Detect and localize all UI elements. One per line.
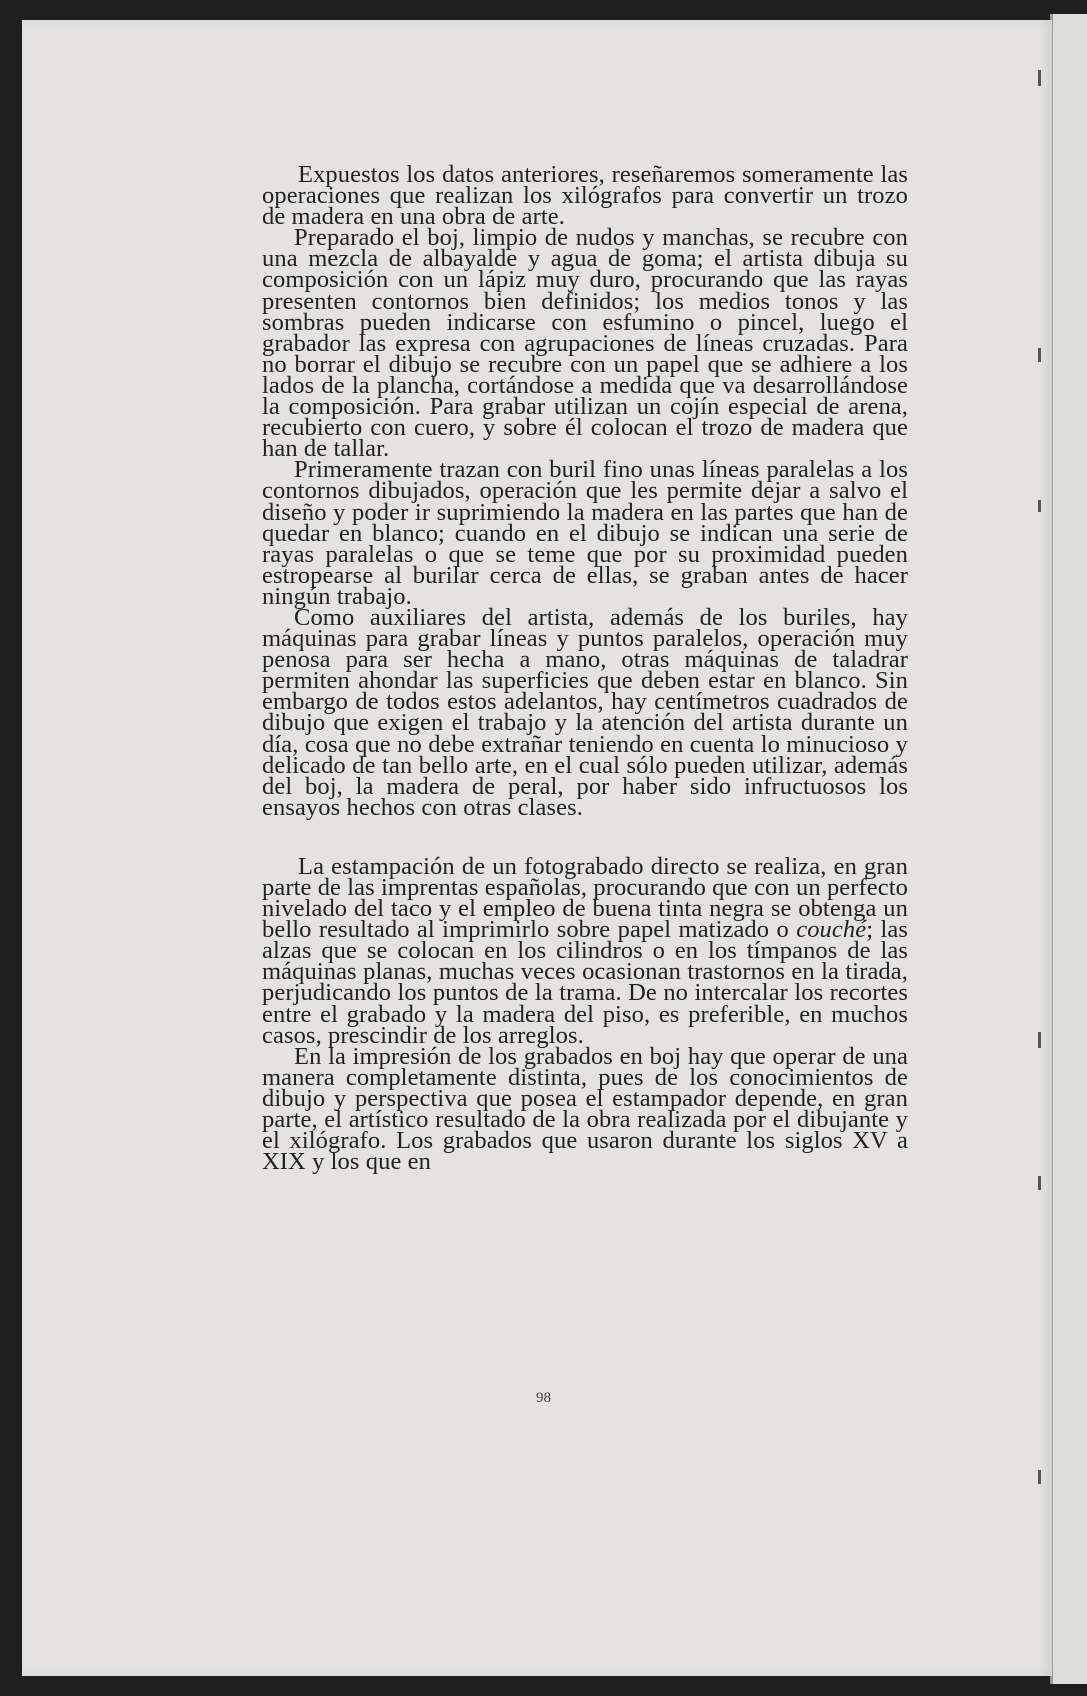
- paragraph: En la impresión de los grabados en boj hay que operar de una manera completamente distinta, pues de los conocimientos de dibujo y perspectiva que posea el estampador depende, en gran parte, el artístico resultado de la obra realizada por el dibujante y el xilógrafo. Los grabados que usaron durante los siglos XV a XIX y los que en: [262, 1042, 908, 1176]
- section-break: [262, 818, 908, 856]
- binding-mark: [1038, 348, 1041, 362]
- paragraph-text: La estampación de un fotograbado directo se realiza, en gran parte de las imprentas españolas, procurando que con un perfecto nivelado del taco y el empleo de buena tinta negra se obtenga un bello resultado al imprimirlo sobre papel matizado o: [262, 852, 908, 944]
- binding-mark: [1038, 1032, 1041, 1048]
- binding-mark: [1038, 1470, 1041, 1484]
- paragraph: Primeramente trazan con buril fino unas líneas paralelas a los contornos dibujados, operación que les permite dejar a salvo el diseño y poder ir suprimiendo la madera en las partes que han de quedar en blanco; cuando en el dibujo se indican una serie de rayas paralelas o que se teme que por su proximidad pueden estropearse al burilar cerca de ellas, se graban antes de hacer ningún trabajo.: [262, 456, 908, 610]
- binding-mark: [1038, 500, 1041, 512]
- paragraph: Preparado el boj, limpio de nudos y manchas, se recubre con una mezcla de albayalde y agua de goma; el artista dibuja su composición con un lápiz muy duro, procurando que las rayas presenten contornos bien definidos; los medios tonos y las sombras pueden indicarse con esfumino o pincel, luego el grabador las expresa con agrupaciones de líneas cruzadas. Para no borrar el dibujo se recubre con un papel que se adhiere a los lados de la plancha, cortándose a medida que va desarrollándose la composición. Para grabar utilizan un cojín especial de arena, recubierto con cuero, y sobre él colocan el trozo de madera que han de tallar.: [262, 224, 908, 463]
- page-number: 98: [536, 1390, 551, 1406]
- body-text: [262, 161, 908, 1176]
- binding-mark: [1038, 1176, 1041, 1190]
- paragraph: Expuestos los datos anteriores, reseñaremos someramente las operaciones que realizan los xilógrafos para convertir un trozo de madera en una obra de arte.: [262, 161, 908, 231]
- paragraph: [262, 852, 908, 1049]
- italic-term: couché: [796, 916, 867, 944]
- binding-mark: [1038, 70, 1041, 86]
- paragraph-text: ; las alzas que se colocan en los cilindros o en los tímpanos de las máquinas planas, muchas veces ocasionan trastornos en la tirada, perjudicando los puntos de la trama. De no intercalar los recortes entre el grabado y la madera del piso, es preferible, en muchos casos, prescindir de los arreglos.: [262, 916, 908, 1049]
- adjacent-page-edge: [1050, 14, 1087, 1684]
- paragraph: Como auxiliares del artista, además de los buriles, hay máquinas para grabar líneas y puntos paralelos, operación muy penosa para ser hecha a mano, otras máquinas de taladrar permiten ahondar las superficies que deben estar en blanco. Sin embargo de todos estos adelantos, hay centímetros cuadrados de dibujo que exigen el trabajo y la atención del artista durante un día, cosa que no debe extrañar teniendo en cuenta lo minucioso y delicado de tan bello arte, en el cual sólo pueden utilizar, además del boj, la madera de peral, por haber sido infructuosos los ensayos hechos con otras clases.: [262, 603, 908, 821]
